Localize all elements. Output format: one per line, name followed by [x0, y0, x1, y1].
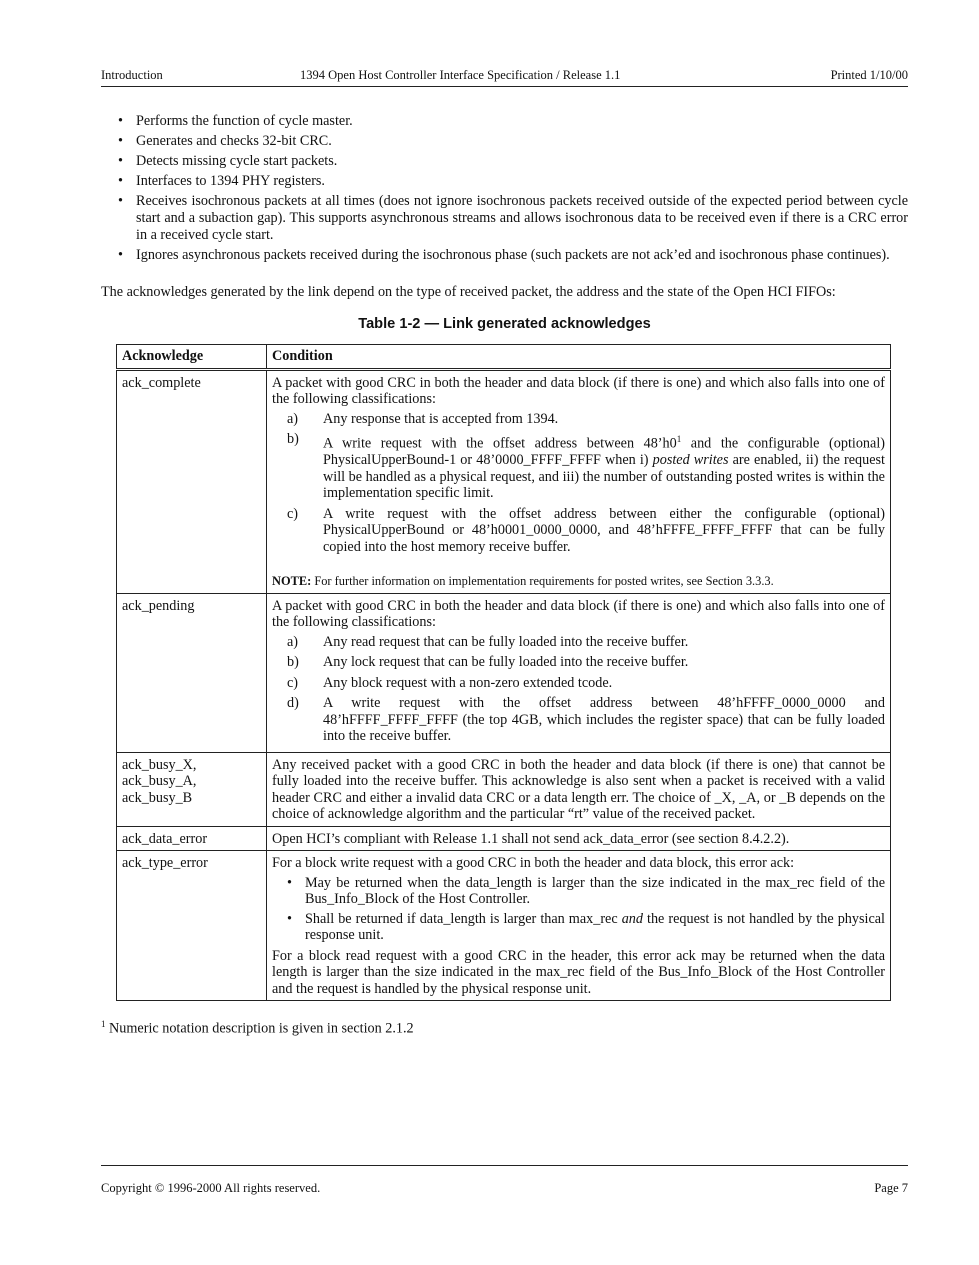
list-item: [101, 193, 908, 244]
footnote-mark: 1: [101, 1019, 106, 1030]
condition-bullets: [272, 875, 885, 944]
list-item: [101, 173, 908, 190]
list-item: [272, 506, 885, 556]
list-item: [272, 875, 885, 908]
item-text: the request is not handled by the physical response unit.: [305, 910, 885, 944]
list-item: [272, 654, 885, 671]
list-item-text: Performs the function of cycle master.: [136, 113, 353, 129]
item-marker: a): [287, 410, 299, 427]
item-marker: c): [287, 505, 299, 522]
list-item: [272, 634, 885, 651]
ack-cell: ack_pending: [117, 593, 267, 752]
item-text: and the configurable (optional) PhysicalUpperBound-1 or 48’0000_FFFF_FFFF when i): [323, 435, 885, 469]
page-footer: [101, 1165, 908, 1195]
list-item: [101, 153, 908, 170]
table-row: [117, 752, 891, 826]
condition-cell: Any received packet with a good CRC in both the header and data block (if there is one) that cannot be fully loaded into the receive buffer. This acknowledge is also sent when a packet is received with a valid header CRC and either a invalid data CRC or a data length err. The choice of _X, _A, or _B depends on the choice of acknowledge algorithm and the particular “rt” value of the received packet.: [267, 752, 891, 826]
list-item: [272, 911, 885, 944]
ack-cell: ack_data_error: [117, 826, 267, 851]
item-text: Any lock request that can be fully loaded into the receive buffer.: [323, 654, 689, 671]
item-marker: b): [287, 431, 299, 447]
condition-cell: [267, 369, 891, 593]
table-row: [117, 369, 891, 593]
item-marker: d): [287, 695, 299, 712]
condition-tail: For a block read request with a good CRC in the header, this error ack may be returned when the data length is larger than the size indicated in the max_rec field of the Bus_Info_Block of the Host Controller and the request is handled by the physical response unit.: [272, 947, 885, 997]
list-item: [101, 133, 908, 150]
acknowledge-table: [116, 344, 891, 1001]
table-row: [117, 593, 891, 752]
bullet-mark: •: [118, 193, 123, 209]
list-item: [272, 695, 885, 745]
column-header-condition: Condition: [267, 345, 891, 370]
table-row: [117, 851, 891, 1001]
item-text: Shall be returned if data_length is larger than max_rec: [305, 910, 622, 927]
emphasis-text: and: [621, 910, 643, 927]
bullet-mark: •: [287, 910, 292, 927]
item-text: are enabled, ii) the request will be handled as a physical request, and iii) the number of outstanding posted writes is within the implementation specific limit.: [323, 452, 885, 502]
item-text: Any response that is accepted from 1394.: [323, 410, 559, 427]
bullet-mark: •: [118, 247, 123, 263]
table-caption: Table 1-2 — Link generated acknowledges: [358, 316, 651, 332]
document-page: [101, 64, 908, 1038]
list-item-text: Generates and checks 32-bit CRC.: [136, 133, 332, 149]
ack-name: ack_busy_A,: [122, 773, 197, 790]
ack-cell: ack_complete: [117, 369, 267, 593]
ack-cell: ack_type_error: [117, 851, 267, 1001]
note-label: NOTE:: [272, 574, 312, 589]
item-text: A write request with the offset address between 48’h0: [323, 435, 677, 452]
list-item: [272, 431, 885, 502]
footnote: [101, 1019, 908, 1038]
condition-cell: Open HCI’s compliant with Release 1.1 shall not send ack_data_error (see section 8.4.2.2).: [267, 826, 891, 851]
condition-lead: For a block write request with a good CRC in both the header and data block, this error ack:: [272, 855, 795, 872]
header-title: 1394 Open Host Controller Interface Specification / Release 1.1: [300, 68, 621, 82]
footnote-text: Numeric notation description is given in section 2.1.2: [105, 1020, 414, 1037]
list-item-text: Detects missing cycle start packets.: [136, 153, 338, 169]
intro-paragraph: The acknowledges generated by the link depend on the type of received packet, the address and the state of the Open HCI FIFOs:: [101, 284, 836, 300]
list-item-text: Receives isochronous packets at all times (does not ignore isochronous packets received outside of the expected period between cycle start and a subaction gap). This supports asynchronous streams and allows isochronous data to be received even if there is a CRC error in a received cycle start.: [136, 193, 908, 243]
copyright: Copyright © 1996-2000 All rights reserved.: [101, 1181, 321, 1195]
item-text: A write request with the offset address between 48’hFFFF_0000_0000 and 48’hFFFF_FFFF_FFFF (the top 4GB, which includes the register space) that can be fully loaded into the receive buffer.: [323, 695, 885, 745]
table-header-row: [117, 345, 891, 370]
classification-list: [272, 634, 885, 745]
note-text: For further information on implementation requirements for posted writes, see Section 3.3.3.: [311, 574, 774, 589]
list-item: [101, 113, 908, 130]
feature-list: [101, 113, 908, 264]
list-item-text: Interfaces to 1394 PHY registers.: [136, 173, 325, 189]
bullet-mark: •: [287, 874, 292, 891]
list-item: [101, 247, 908, 264]
header-printed-date: Printed 1/10/00: [830, 68, 908, 82]
bullet-mark: •: [118, 173, 123, 189]
item-marker: c): [287, 674, 299, 691]
condition-lead: A packet with good CRC in both the header and data block (if there is one) and which also falls into one of the following classifications:: [272, 374, 885, 407]
running-header: [101, 64, 908, 87]
bullet-mark: •: [118, 133, 123, 149]
list-item: [272, 675, 885, 692]
condition-cell: [267, 593, 891, 752]
item-marker: b): [287, 654, 299, 671]
list-item-text: Ignores asynchronous packets received during the isochronous phase (such packets are not ack’ed and isochronous phase continues).: [136, 247, 890, 263]
item-marker: a): [287, 633, 299, 650]
page-number: Page 7: [874, 1181, 908, 1195]
emphasis-text: posted writes: [652, 452, 729, 469]
classification-list: [272, 411, 885, 556]
item-text: Any block request with a non-zero extended tcode.: [323, 674, 613, 691]
ack-name: ack_busy_X,: [122, 756, 197, 773]
item-text: A write request with the offset address between either the configurable (optional) PhysicalUpperBound or 48’h0001_0000_0000, and 48’hFFFE_FFFF_FFFF that can be fully copied into the host memory receive buffer.: [323, 505, 885, 555]
footnote-ref: 1: [676, 434, 682, 444]
note: [272, 573, 885, 590]
table-row: [117, 826, 891, 851]
header-section: Introduction: [101, 68, 163, 82]
item-text: Any read request that can be fully loaded into the receive buffer.: [323, 633, 689, 650]
item-text: May be returned when the data_length is larger than the size indicated in the max_rec field of the Bus_Info_Block of the Host Controller.: [305, 874, 885, 908]
ack-name: ack_busy_B: [122, 789, 193, 806]
column-header-acknowledge: Acknowledge: [117, 345, 267, 370]
condition-cell: [267, 851, 891, 1001]
condition-lead: A packet with good CRC in both the header and data block (if there is one) and which also falls into one of the following classifications:: [272, 597, 885, 631]
list-item: [272, 411, 885, 428]
ack-cell: [117, 752, 267, 826]
bullet-mark: •: [118, 153, 123, 169]
bullet-mark: •: [118, 113, 123, 129]
